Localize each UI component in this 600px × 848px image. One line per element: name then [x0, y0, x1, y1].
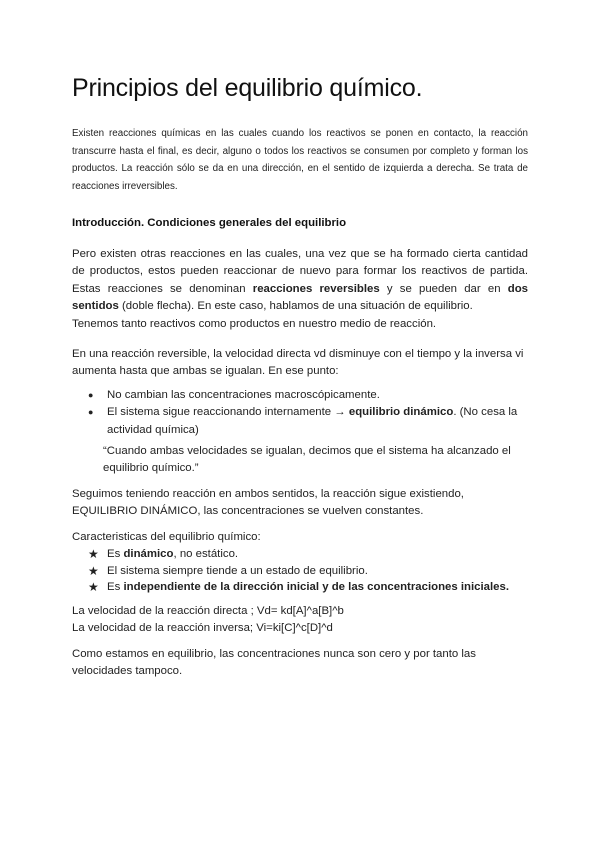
rate-equations	[72, 603, 528, 636]
characteristics-list	[72, 546, 528, 596]
intro-line-4: izquierda a derecha. Se trata de reacciones irreversibles.	[72, 163, 528, 192]
section-heading: Introducción. Condiciones generales del equilibrio	[72, 217, 347, 229]
reversible-paragraph	[72, 246, 528, 333]
intro-line-1: Existen reacciones químicas en las cuales cuando los reactivos se ponen en contacto, la	[72, 128, 487, 139]
bold-term: equilibrio dinámico	[348, 406, 454, 419]
bold-term: reacciones reversibles	[252, 282, 380, 295]
velocity-paragraph: En una reacción reversible, la velocidad directa vd disminuye con el tiempo y la inversa vi aumenta hasta que ambas se igualan. En ese punto:	[72, 348, 524, 378]
star-icon: ★	[88, 563, 99, 578]
quote-block: “Cuando ambas velocidades se igualan, decimos que el sistema ha alcanzado el equilibrio químico.”	[103, 445, 511, 475]
list-item-text: El sistema siempre tiende a un estado de equilibrio.	[107, 564, 368, 577]
bullet-icon: ●	[88, 390, 94, 400]
text-segment: y se pueden dar en	[379, 282, 508, 295]
list-item	[72, 546, 528, 563]
bullet-list	[72, 387, 528, 439]
inverse-rate-equation: La velocidad de la reacción inversa; Vi=ki[C]^c[D]^d	[72, 621, 333, 634]
text-segment: (doble flecha). En este caso, hablamos de una situación de equilibrio.	[118, 300, 473, 313]
list-item-text: No cambian las concentraciones macroscópicamente.	[107, 389, 380, 401]
direct-rate-equation: La velocidad de la reacción directa ; Vd= kd[A]^a[B]^b	[72, 605, 344, 617]
bullet-icon: ●	[88, 407, 94, 418]
intro-paragraph	[72, 125, 528, 195]
page-title: Principios del equilibrio químico.	[72, 74, 423, 102]
bold-term: dos sentidos	[72, 282, 529, 313]
bold-term: independiente de la dirección inicial y de las concentraciones iniciales.	[123, 581, 509, 594]
intro-line-2: reacción transcurre hasta el final, es decir, alguno o todos los reactivos se consumen por	[72, 128, 528, 157]
dynamic-equilibrium-paragraph: Seguimos teniendo reacción en ambos sentidos, la reacción sigue existiendo, EQUILIBRIO DINÁMICO, las concentraciones se vuelven constantes.	[72, 488, 464, 518]
star-icon: ★	[88, 547, 99, 561]
list-item	[72, 387, 528, 404]
text-segment: Tenemos tanto reactivos como productos en nuestro medio de reacción.	[72, 317, 437, 330]
text-segment: Pero existen otras reacciones en las cuales, una vez que se ha formado cierta cantidad de productos, estos pueden reaccionar de nuevo para formar los reactivos de partida. Estas reacciones se denominan	[72, 248, 528, 295]
characteristics-heading: Caracteristicas del equilibrio químico:	[72, 531, 261, 543]
closing-paragraph: Como estamos en equilibrio, las concentraciones nunca son cero y por tanto las velocidades tampoco.	[72, 648, 476, 678]
text-segment: Es	[107, 581, 124, 594]
bold-term: dinámico	[123, 548, 174, 560]
text-segment: Es	[107, 548, 124, 560]
text-segment: El sistema sigue reaccionando internamente →	[107, 406, 349, 419]
list-item	[72, 404, 528, 439]
text-segment: , no estático.	[173, 548, 239, 560]
list-item	[72, 579, 528, 596]
text-segment: . (No cesa la actividad química)	[107, 406, 518, 436]
star-icon: ★	[88, 580, 99, 595]
intro-line-3: completo y forman los productos. La reacción sólo se da en una dirección, en el sentido de	[72, 145, 528, 175]
list-item	[72, 563, 528, 580]
